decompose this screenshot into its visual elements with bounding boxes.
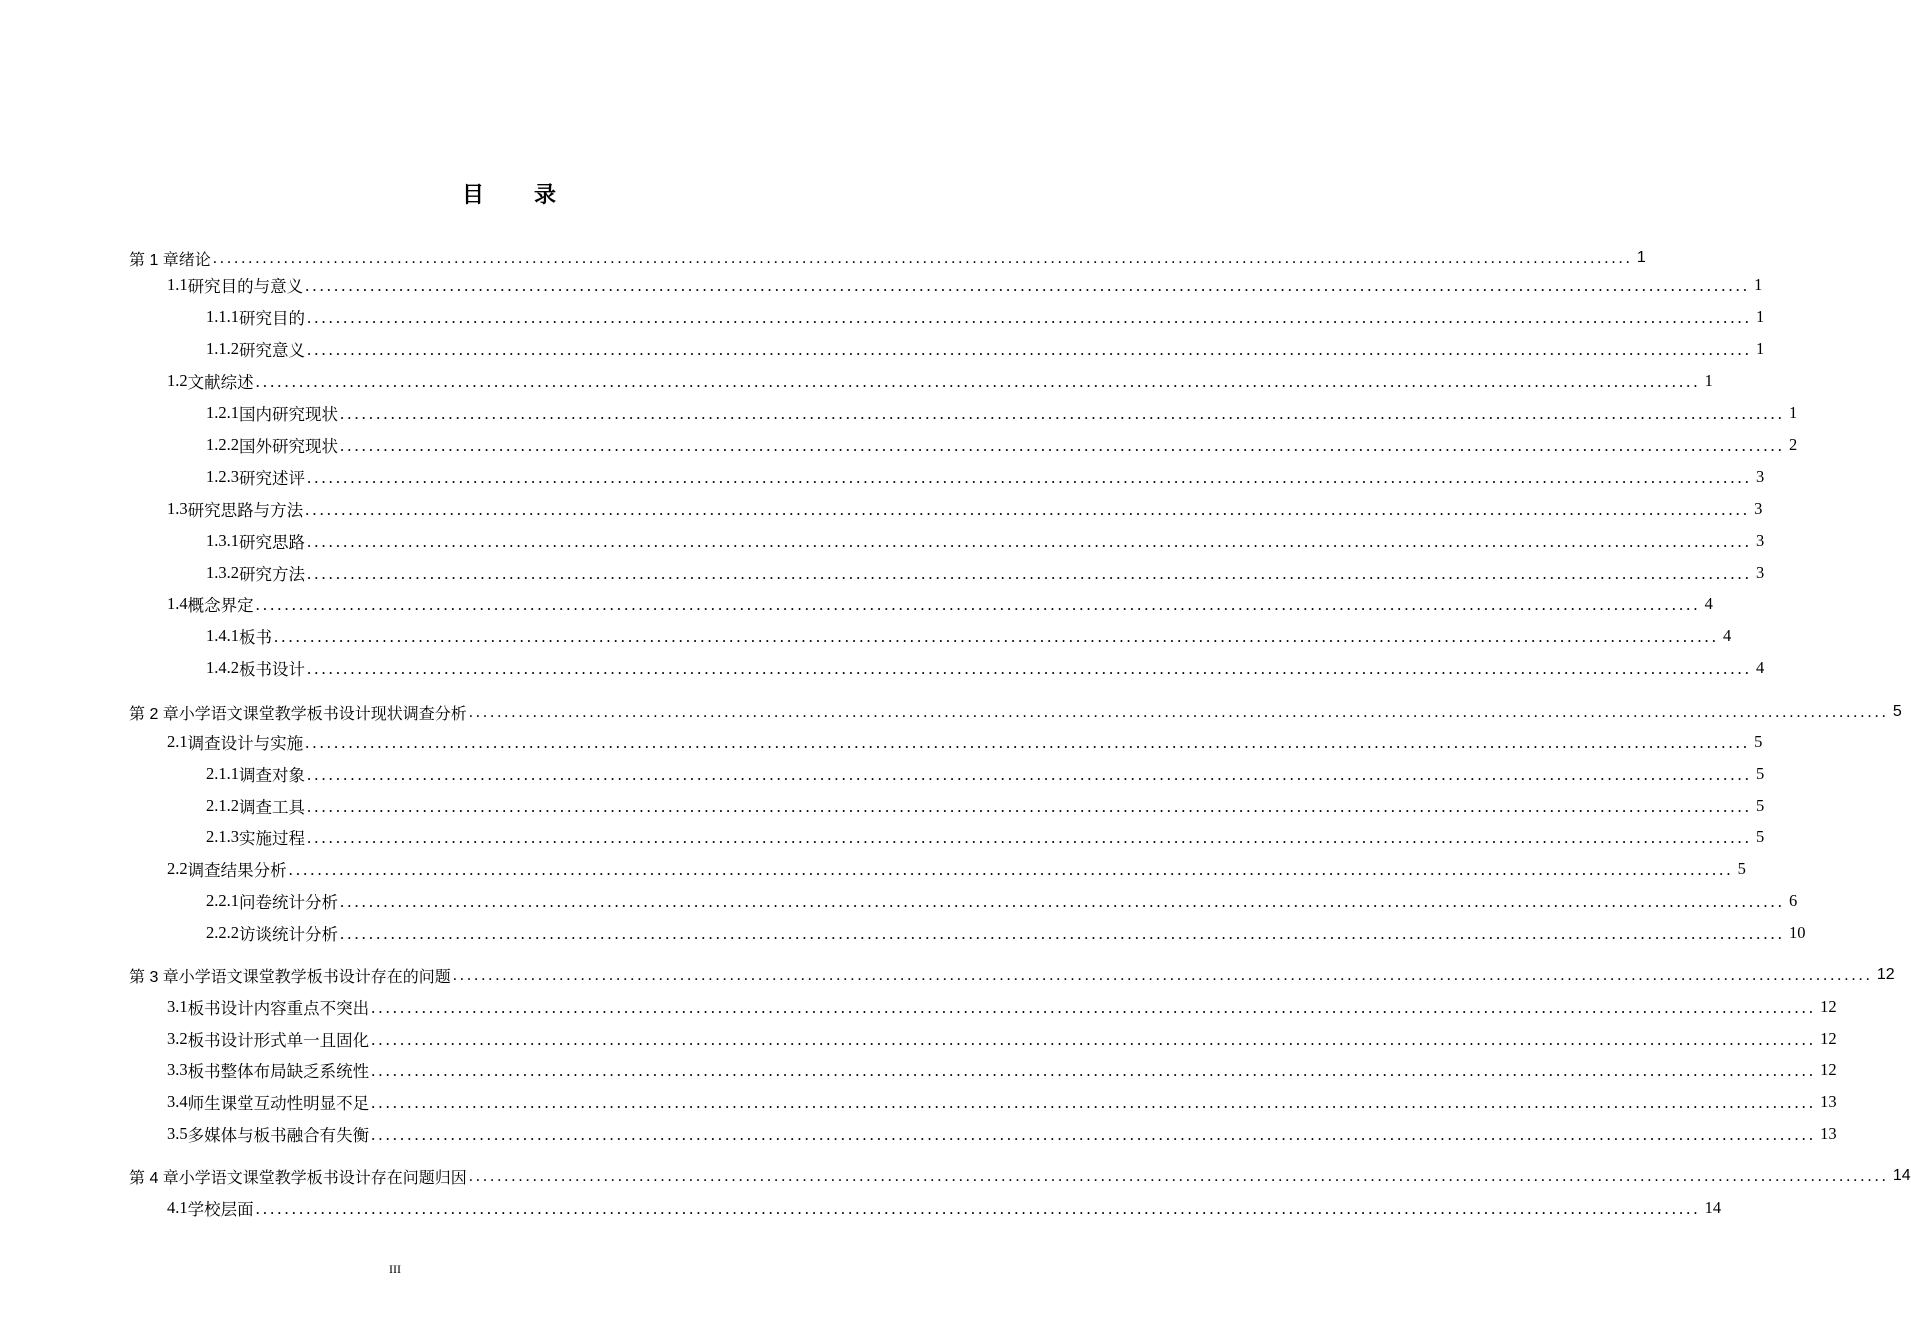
toc-entry-label: 板书 [239,628,272,647]
toc-entry-page: 12 [1876,966,1895,983]
toc-entry-number: 1.2 [167,371,188,390]
toc-section-entry[interactable] [206,462,1765,492]
toc-entry-number: 3.5 [167,1124,188,1143]
toc-entry-label: 研究思路 [239,533,305,552]
toc-entry-label: 国内研究现状 [239,405,338,424]
toc-entry-page: 5 [1754,732,1763,751]
toc-section-entry[interactable] [167,270,1763,300]
toc-chapter-entry[interactable] [129,243,1646,273]
toc-entry-page: 14 [1892,1167,1911,1184]
toc-entry-page: 3 [1756,563,1765,582]
toc-entry-page: 5 [1756,764,1765,783]
toc-section-entry[interactable] [167,1087,1837,1117]
toc-section-entry[interactable] [206,558,1765,588]
toc-entry-number: 1.2.1 [206,403,239,422]
toc-entry-page: 14 [1704,1198,1722,1217]
toc-entry-number: 第 3 章 [129,968,179,986]
toc-entry-number: 2.2.2 [206,923,239,942]
toc-entry-page: 12 [1820,1029,1837,1048]
toc-leader-dots: ........................................................................................................................................................................................................ [212,250,1633,267]
toc-entry-page: 3 [1754,499,1763,518]
toc-leader-dots: ........................................................................................................................................................................................................ [307,797,1752,816]
toc-entry-number: 1.4.1 [206,626,239,645]
toc-entry-label: 板书设计形式单一且固化 [187,1031,370,1050]
toc-section-entry[interactable] [167,589,1713,619]
toc-entry-page: 4 [1723,626,1732,645]
toc-entry-label: 小学语文课堂教学板书设计现状调查分析 [178,705,467,723]
toc-leader-dots: ........................................................................................................................................................................................................ [371,1125,1817,1144]
toc-leader-dots: ........................................................................................................................................................................................................ [255,595,1701,614]
toc-entry-page: 5 [1892,703,1902,720]
toc-entry-number: 3.4 [167,1092,188,1111]
toc-section-entry[interactable] [206,398,1798,428]
toc-section-entry[interactable] [206,334,1765,364]
toc-leader-dots: ........................................................................................................................................................................................................ [371,1093,1817,1112]
toc-entry-label: 国外研究现状 [239,437,338,456]
toc-entry-label: 小学语文课堂教学板书设计存在问题归因 [178,1169,467,1187]
toc-section-entry[interactable] [206,886,1798,916]
toc-leader-dots: ........................................................................................................................................................................................................ [371,998,1817,1017]
page-number-footer: III [389,1262,401,1276]
toc-entry-number: 2.1.2 [206,796,239,815]
toc-entry-number: 1.4 [167,594,188,613]
toc-entry-number: 1.3.1 [206,531,239,550]
toc-entry-label: 板书设计 [239,660,305,679]
toc-entry-label: 研究述评 [239,469,305,488]
toc-entry-number: 1.3.2 [206,563,239,582]
toc-entry-page: 1 [1754,275,1763,294]
toc-entry-page: 12 [1820,1060,1837,1079]
toc-leader-dots: ........................................................................................................................................................................................................ [288,860,1734,879]
toc-leader-dots: ........................................................................................................................................................................................................ [255,372,1701,391]
toc-entry-number: 2.1.1 [206,764,239,783]
toc-leader-dots: ........................................................................................................................................................................................................ [255,1199,1701,1218]
toc-leader-dots: ........................................................................................................................................................................................................ [305,500,1751,519]
toc-entry-label: 概念界定 [187,596,254,615]
toc-entry-page: 4 [1756,658,1765,677]
toc-entry-label: 绪论 [178,251,211,269]
toc-entry-number: 3.2 [167,1029,188,1048]
toc-entry-number: 2.1 [167,732,188,751]
toc-section-entry[interactable] [206,526,1765,556]
toc-entry-number: 第 1 章 [129,251,179,269]
toc-entry-number: 1.1.1 [206,307,239,326]
toc-entry-page: 5 [1756,827,1765,846]
toc-leader-dots: ........................................................................................................................................................................................................ [468,704,1889,721]
toc-entry-page: 6 [1789,891,1798,910]
toc-section-entry[interactable] [206,430,1798,460]
toc-entry-label: 研究意义 [239,341,305,360]
toc-entry-page: 1 [1756,339,1765,358]
toc-leader-dots: ........................................................................................................................................................................................................ [340,436,1785,455]
toc-leader-dots: ........................................................................................................................................................................................................ [452,967,1873,984]
toc-entry-number: 第 2 章 [129,705,179,723]
toc-leader-dots: ........................................................................................................................................................................................................ [305,276,1751,295]
toc-leader-dots: ........................................................................................................................................................................................................ [305,733,1751,752]
toc-entry-number: 1.4.2 [206,658,239,677]
toc-section-entry[interactable] [167,1055,1837,1085]
toc-section-entry[interactable] [206,918,1806,948]
toc-entry-number: 4.1 [167,1198,188,1217]
toc-entry-label: 师生课堂互动性明显不足 [187,1094,370,1113]
toc-entry-label: 研究方法 [239,565,305,584]
toc-chapter-entry[interactable] [129,960,1895,990]
toc-section-entry[interactable] [206,621,1732,651]
toc-entry-page: 1 [1756,307,1765,326]
toc-entry-label: 小学语文课堂教学板书设计存在的问题 [178,968,451,986]
toc-section-entry[interactable] [167,1119,1837,1149]
toc-entry-number: 3.1 [167,997,188,1016]
toc-leader-dots: ........................................................................................................................................................................................................ [307,828,1752,847]
toc-entry-number: 2.2 [167,859,188,878]
toc-entry-number: 3.3 [167,1060,188,1079]
toc-entry-label: 调查工具 [239,798,305,817]
toc-entry-label: 实施过程 [239,829,305,848]
toc-section-entry[interactable] [206,759,1765,789]
toc-leader-dots: ........................................................................................................................................................................................................ [307,340,1752,359]
toc-entry-number: 1.2.3 [206,467,239,486]
toc-leader-dots: ........................................................................................................................................................................................................ [340,404,1785,423]
toc-section-entry[interactable] [206,653,1765,683]
toc-entry-page: 13 [1820,1124,1837,1143]
toc-section-entry[interactable] [167,366,1713,396]
toc-entry-page: 3 [1756,467,1765,486]
toc-entry-page: 5 [1756,796,1765,815]
toc-entry-page: 12 [1820,997,1837,1016]
toc-entry-label: 研究思路与方法 [187,501,304,520]
toc-entry-number: 第 4 章 [129,1169,179,1187]
toc-title-right: 录 [534,183,559,208]
toc-section-entry[interactable] [167,992,1837,1022]
toc-title-left: 目 [461,183,486,208]
toc-entry-page: 1 [1789,403,1798,422]
toc-entry-page: 13 [1820,1092,1837,1111]
toc-section-entry[interactable] [167,494,1763,524]
toc-entry-label: 调查设计与实施 [187,734,304,753]
toc-entry-page: 5 [1737,859,1746,878]
toc-entry-label: 研究目的与意义 [187,277,304,296]
toc-entry-number: 1.1.2 [206,339,239,358]
toc-entry-label: 学校层面 [187,1200,254,1219]
toc-leader-dots: ........................................................................................................................................................................................................ [371,1061,1817,1080]
toc-section-entry[interactable] [206,822,1765,852]
toc-leader-dots: ........................................................................................................................................................................................................ [468,1168,1889,1185]
toc-entry-label: 文献综述 [187,373,254,392]
toc-entry-label: 访谈统计分析 [239,925,338,944]
toc-leader-dots: ........................................................................................................................................................................................................ [340,924,1785,943]
toc-entry-number: 2.1.3 [206,827,239,846]
toc-leader-dots: ........................................................................................................................................................................................................ [307,532,1752,551]
toc-leader-dots: ........................................................................................................................................................................................................ [340,892,1785,911]
toc-entry-label: 多媒体与板书融合有失衡 [187,1126,370,1145]
toc-entry-page: 3 [1756,531,1765,550]
toc-entry-page: 1 [1704,371,1713,390]
toc-leader-dots: ........................................................................................................................................................................................................ [274,627,1719,646]
toc-chapter-entry[interactable] [129,697,1902,727]
toc-leader-dots: ........................................................................................................................................................................................................ [307,564,1752,583]
toc-section-entry[interactable] [167,1024,1837,1054]
toc-leader-dots: ........................................................................................................................................................................................................ [307,308,1752,327]
toc-entry-label: 调查对象 [239,766,305,785]
toc-chapter-entry[interactable] [129,1161,1911,1191]
toc-leader-dots: ........................................................................................................................................................................................................ [371,1030,1817,1049]
toc-entry-page: 2 [1789,435,1798,454]
toc-entry-number: 1.3 [167,499,188,518]
toc-entry-label: 板书整体布局缺乏系统性 [187,1062,370,1081]
toc-entry-page: 4 [1704,594,1713,613]
toc-section-entry[interactable] [167,1193,1722,1223]
toc-entry-number: 2.2.1 [206,891,239,910]
toc-section-entry[interactable] [167,854,1746,884]
toc-entry-label: 板书设计内容重点不突出 [187,999,370,1018]
toc-leader-dots: ........................................................................................................................................................................................................ [307,468,1752,487]
toc-entry-number: 1.1 [167,275,188,294]
toc-entry-page: 10 [1789,923,1806,942]
toc-entry-number: 1.2.2 [206,435,239,454]
toc-entry-label: 研究目的 [239,309,305,328]
toc-entry-page: 1 [1636,249,1646,266]
toc-leader-dots: ........................................................................................................................................................................................................ [307,659,1752,678]
toc-section-entry[interactable] [167,727,1763,757]
toc-section-entry[interactable] [206,302,1765,332]
toc-leader-dots: ........................................................................................................................................................................................................ [307,765,1752,784]
toc-title [0,178,1020,209]
toc-section-entry[interactable] [206,791,1765,821]
toc-entry-label: 问卷统计分析 [239,893,338,912]
toc-entry-label: 调查结果分析 [187,861,287,880]
